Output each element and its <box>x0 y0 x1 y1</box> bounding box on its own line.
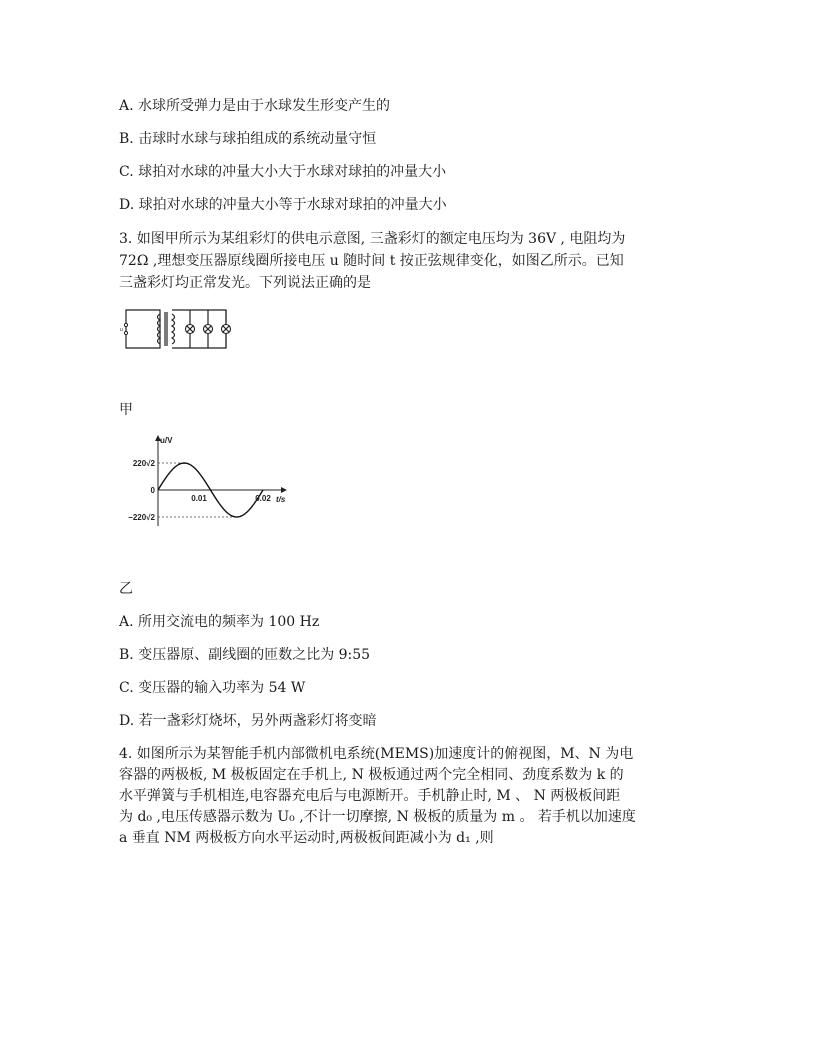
source-terminal-top <box>124 323 127 326</box>
q4-stem-line-1: 4. 如图所示为某智能手机内部微机电系统(MEMS)加速度计的俯视图，M、N 为电 <box>119 746 634 762</box>
q4-stem-line-4: 为 d₀ ,电压传感器示数为 U₀ ,不计一切摩擦, N 极板的质量为 m 。 若手机以加速度 <box>119 809 636 825</box>
x-tick-0.01: 0.01 <box>191 494 207 503</box>
secondary-coil <box>172 314 175 344</box>
figure-2-label: 乙 <box>119 581 133 597</box>
q3-option-b: B. 变压器原、副线圈的匝数之比为 9:55 <box>119 647 371 663</box>
lamp-2 <box>204 325 213 334</box>
y-max-label: 220√2 <box>132 459 155 468</box>
y-min-label: −220√2 <box>128 513 155 522</box>
lamp-3 <box>222 325 231 334</box>
svg-text:u: u <box>120 327 123 333</box>
x-tick-0.02: 0.02 <box>255 494 271 503</box>
primary-circuit-wire <box>126 310 160 348</box>
q3-option-c: C. 变压器的输入功率为 54 W <box>119 680 306 696</box>
q4-stem-line-2: 容器的两极板, M 极板固定在手机上, N 极板通过两个完全相同、劲度系数为 k 的 <box>119 767 624 783</box>
q3-stem-line-2: 72Ω ,理想变压器原线圈所接电压 u 随时间 t 按正弦规律变化，如图乙所示。已知 <box>119 253 624 269</box>
lamp-1 <box>186 325 195 334</box>
q2-option-c: C. 球拍对水球的冲量大小大于水球对球拍的冲量大小 <box>119 164 447 180</box>
q4-stem-line-3: 水平弹簧与手机相连,电容器充电后与电源断开。手机静止时, M 、 N 两极板间距 <box>119 788 621 804</box>
q4-stem-line-5: a 垂直 NM 两极板方向水平运动时,两极板间距减小为 d₁ ,则 <box>119 830 494 846</box>
q2-option-b: B. 击球时水球与球拍组成的系统动量守恒 <box>119 131 377 147</box>
q2-option-d: D. 球拍对水球的冲量大小等于水球对球拍的冲量大小 <box>119 197 447 213</box>
q3-stem-line-1: 3. 如图甲所示为某组彩灯的供电示意图, 三盏彩灯的额定电压均为 36V , 电阻均为 <box>119 231 626 247</box>
transformer-circuit-diagram <box>118 306 238 352</box>
source-terminal-bottom <box>124 331 127 334</box>
origin-label: 0 <box>150 486 155 495</box>
figure-1-label: 甲 <box>119 402 133 418</box>
q3-stem-line-3: 三盏彩灯均正常发光。下列说法正确的是 <box>119 275 371 291</box>
q3-option-a: A. 所用交流电的频率为 100 Hz <box>119 614 320 630</box>
y-axis-label: u/V <box>160 436 173 445</box>
secondary-circuit-wire <box>172 310 226 348</box>
q2-option-a: A. 水球所受弹力是由于水球发生形变产生的 <box>119 98 391 114</box>
x-axis-label: t/s <box>276 495 286 504</box>
q3-option-d: D. 若一盏彩灯烧坏，另外两盏彩灯将变暗 <box>119 713 377 729</box>
voltage-time-graph <box>112 432 312 532</box>
